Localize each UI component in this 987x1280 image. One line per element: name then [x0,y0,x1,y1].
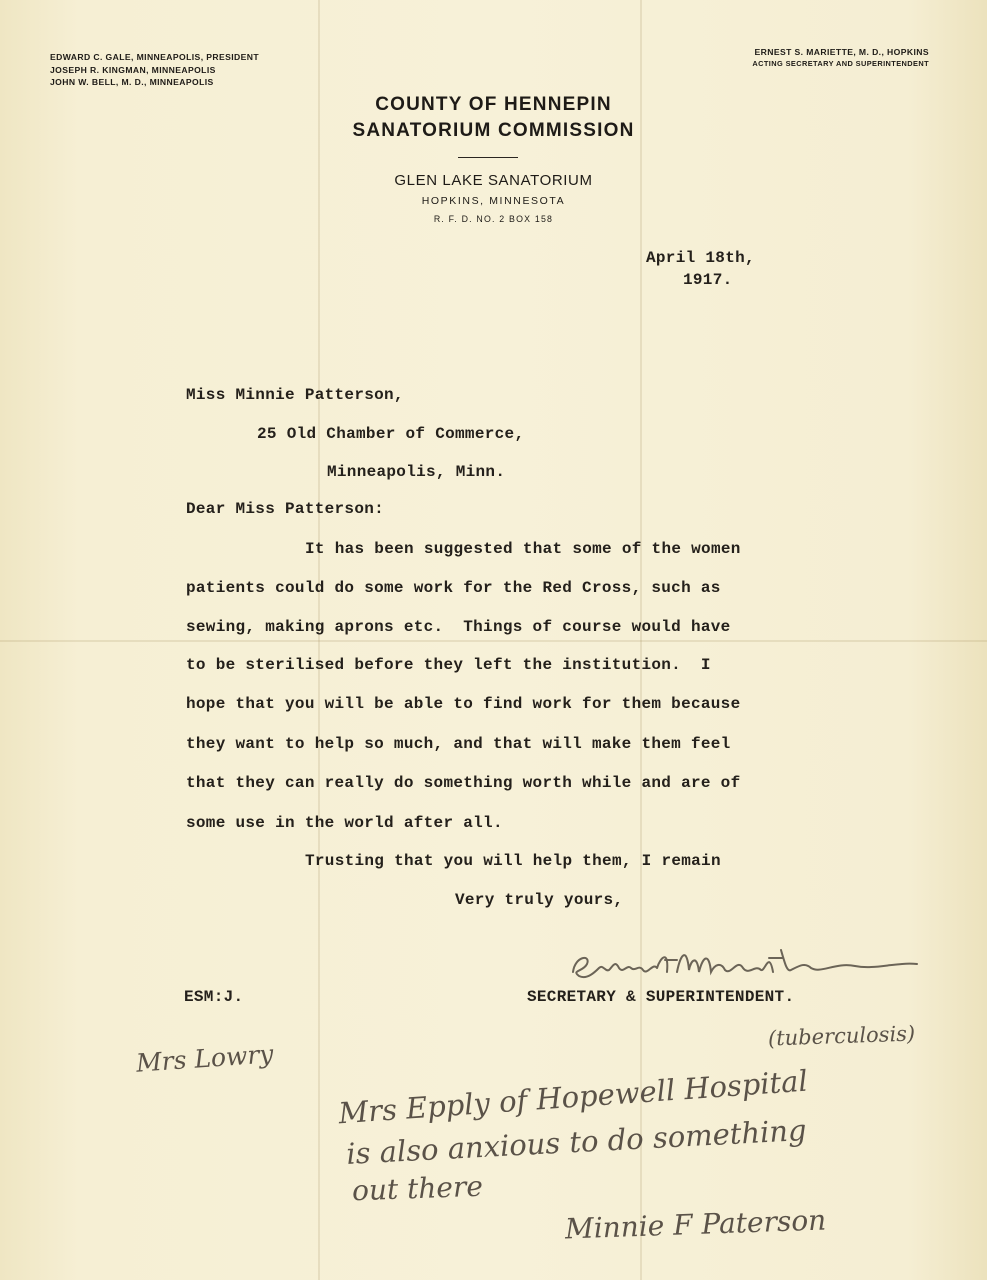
signer-title: SECRETARY & SUPERINTENDENT. [527,988,795,1006]
recipient-name: Miss Minnie Patterson, [186,386,404,404]
handwritten-note-line3: out there [351,1169,484,1208]
superintendent-name: ERNEST S. MARIETTE, M. D., HOPKINS [754,47,929,57]
handwritten-addressee: Mrs Lowry [135,1039,275,1078]
board-members-list [50,51,259,89]
body-line: sewing, making aprons etc. Things of course would have [186,618,731,636]
typist-initials: ESM:J. [184,988,244,1006]
handwritten-note-line1: Mrs Epply of Hopewell Hospital [337,1063,809,1131]
body-line: they want to help so much, and that will make them feel [186,735,731,753]
org-name-line1: COUNTY OF HENNEPIN [375,94,612,115]
letterhead-divider [458,157,518,158]
handwritten-signature: Minnie F Paterson [564,1203,827,1246]
body-line: to be sterilised before they left the institution. I [186,656,711,674]
body-line: hope that you will be able to find work for them because [186,695,741,713]
board-member: JOHN W. BELL, M. D., MINNEAPOLIS [50,77,214,87]
superintendent-title: ACTING SECRETARY AND SUPERINTENDENT [752,59,929,68]
institution-address: R. F. D. NO. 2 BOX 158 [433,214,554,224]
handwritten-aside: (tuberculosis) [767,1021,916,1051]
superintendent-block [752,47,929,69]
recipient-address-line1: 25 Old Chamber of Commerce, [257,425,525,443]
institution-city: HOPKINS, MINNESOTA [421,195,566,207]
body-line: patients could do some work for the Red Cross, such as [186,579,721,597]
closing: Very truly yours, [455,891,624,909]
recipient-address-line2: Minneapolis, Minn. [327,463,506,481]
handwritten-note-line2: is also anxious to do something [345,1112,808,1172]
board-member: EDWARD C. GALE, MINNEAPOLIS, PRESIDENT [50,52,260,62]
superintendent-signature [565,942,935,988]
org-name-line2: SANATORIUM COMMISSION [352,120,635,141]
body-line: some use in the world after all. [186,814,503,832]
paper-fold-line [0,640,987,642]
closing-line: Trusting that you will help them, I remain [305,852,721,870]
board-member: JOSEPH R. KINGMAN, MINNEAPOLIS [50,64,216,75]
body-line: It has been suggested that some of the women [305,540,741,558]
salutation: Dear Miss Patterson: [186,500,385,518]
date-line1: April 18th, [646,249,755,267]
date-line2: 1917. [683,271,733,289]
body-line: that they can really do something worth while and are of [186,774,741,792]
institution-name: GLEN LAKE SANATORIUM [394,172,593,189]
